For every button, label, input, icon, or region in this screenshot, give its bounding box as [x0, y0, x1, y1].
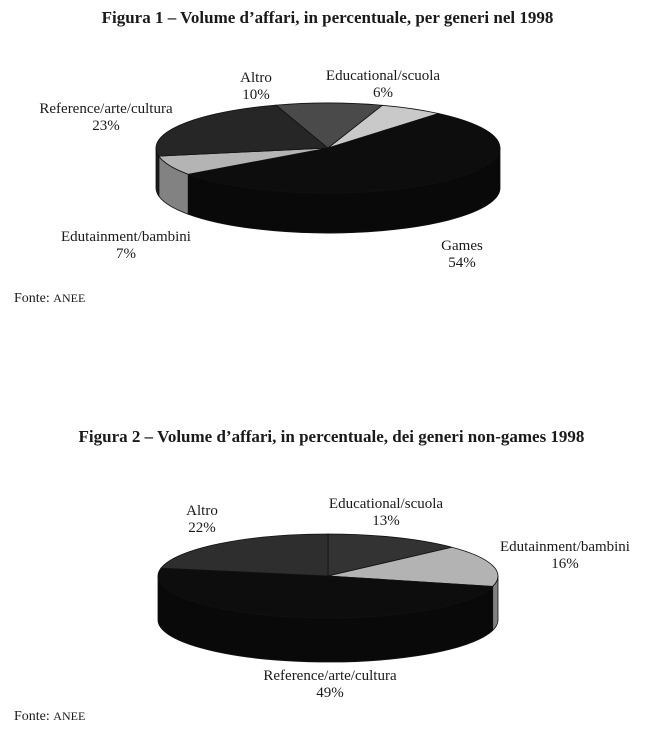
slice-label-educational-scuola: Educational/scuola [328, 496, 444, 512]
slice-value-educational-scuola: 6% [373, 85, 393, 101]
slice-label-games: Games [441, 238, 483, 254]
figure-2-source [14, 709, 85, 725]
slice-value-edutainment-bambini: 16% [551, 556, 579, 572]
pie-slice-altro [161, 534, 328, 576]
slice-value-reference-arte-cultura: 49% [316, 685, 344, 701]
slice-label-altro: Altro [240, 70, 272, 86]
slice-value-reference-arte-cultura: 23% [92, 118, 120, 134]
slice-value-altro: 22% [188, 520, 216, 536]
slice-value-games: 54% [448, 255, 476, 271]
source-label: Fonte: [14, 709, 50, 724]
figure-2-pie-chart [0, 460, 655, 730]
figure-1-pie-chart [0, 0, 655, 330]
figure-2-title: Figura 2 – Volume d’affari, in percentuale, dei generi non-games 1998 [78, 427, 585, 446]
slice-value-altro: 10% [242, 87, 270, 103]
slice-label-reference-arte-cultura: Reference/arte/cultura [39, 101, 173, 117]
source-label: Fonte: [14, 291, 50, 306]
slice-label-edutainment-bambini: Edutainment/bambini [61, 229, 191, 245]
slice-label-reference-arte-cultura: Reference/arte/cultura [263, 668, 397, 684]
slice-label-edutainment-bambini: Edutainment/bambini [500, 539, 630, 555]
slice-value-edutainment-bambini: 7% [116, 246, 136, 262]
figure-1-title: Figura 1 – Volume d’affari, in percentuale, per generi nel 1998 [101, 8, 554, 27]
slice-label-educational-scuola: Educational/scuola [325, 68, 441, 84]
figure-1-source [14, 291, 85, 307]
source-name: ANEE [53, 709, 86, 723]
source-name: ANEE [53, 291, 86, 305]
slice-label-altro: Altro [186, 503, 218, 519]
slice-value-educational-scuola: 13% [372, 513, 400, 529]
